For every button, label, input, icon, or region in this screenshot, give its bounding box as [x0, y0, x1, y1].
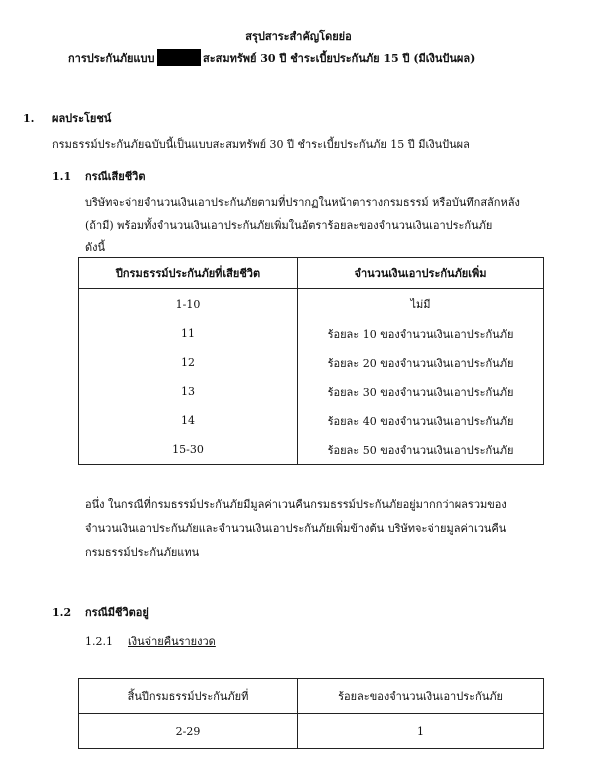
payout-header-year: สิ้นปีกรมธรรม์ประกันภัยที่: [79, 679, 298, 714]
table-header-row: [79, 258, 544, 289]
death-year-cell: 12: [79, 348, 298, 377]
death-amount-cell: ร้อยละ 50 ของจำนวนเงินเอาประกันภัย: [298, 435, 544, 465]
table-row: [79, 289, 544, 320]
table-row: [79, 377, 544, 406]
payout-header-percent: ร้อยละของจำนวนเงินเอาประกันภัย: [298, 679, 544, 714]
table-row: [79, 435, 544, 465]
death-amount-cell: ไม่มี: [298, 289, 544, 320]
payout-percent-cell: 1: [298, 714, 544, 749]
death-amount-cell: ร้อยละ 30 ของจำนวนเงินเอาประกันภัย: [298, 377, 544, 406]
table-row: [79, 406, 544, 435]
section-1-2-heading: กรณีมีชีวิตอยู่: [85, 606, 149, 619]
subtitle-right: สะสมทรัพย์ 30 ปี ชำระเบี้ยประกันภัย 15 ปี (มีเงินปันผล): [203, 52, 476, 65]
section-1-intro: กรมธรรม์ประกันภัยฉบับนี้เป็นแบบสะสมทรัพย์ 30 ปี ชำระเบี้ยประกันภัย 15 ปี มีเงินปันผล: [52, 138, 470, 151]
death-year-cell: 13: [79, 377, 298, 406]
section-1-1-para-line-1: บริษัทจะจ่ายจำนวนเงินเอาประกันภัยตามที่ปรากฏในหน้าตารางกรมธรรม์ หรือบันทึกสลักหลัง: [85, 196, 520, 209]
death-amount-cell: ร้อยละ 40 ของจำนวนเงินเอาประกันภัย: [298, 406, 544, 435]
section-1-1-number: 1.1: [52, 170, 72, 183]
note-line-1: อนึ่ง ในกรณีที่กรมธรรม์ประกันภัยมีมูลค่าเวนคืนกรมธรรม์ประกันภัยอยู่มากกว่าผลรวมของ: [85, 498, 507, 511]
redaction-bar: [157, 49, 201, 66]
subtitle-left: การประกันภัยแบบ: [68, 52, 155, 65]
table-header-amount: จำนวนเงินเอาประกันภัยเพิ่ม: [298, 258, 544, 289]
section-1-2-1-number: 1.2.1: [85, 635, 113, 648]
death-year-cell: 11: [79, 319, 298, 348]
death-year-cell: 14: [79, 406, 298, 435]
section-1-1-heading: กรณีเสียชีวิต: [85, 170, 146, 183]
section-1-2-number: 1.2: [52, 606, 72, 619]
section-1-1-para-line-3: ดังนี้: [85, 241, 106, 254]
payout-year-cell: 2-29: [79, 714, 298, 749]
payout-table-body: [79, 714, 544, 749]
section-1-number: 1.: [23, 112, 35, 125]
table-row: [79, 348, 544, 377]
section-1-heading: ผลประโยชน์: [52, 112, 112, 125]
death-benefit-table: [78, 257, 544, 465]
death-amount-cell: ร้อยละ 20 ของจำนวนเงินเอาประกันภัย: [298, 348, 544, 377]
table-header-year: ปีกรมธรรม์ประกันภัยที่เสียชีวิต: [79, 258, 298, 289]
document-title: สรุปสาระสำคัญโดยย่อ: [245, 30, 352, 43]
death-year-cell: 1-10: [79, 289, 298, 320]
table-row: [79, 319, 544, 348]
section-1-1-para-line-2: (ถ้ามี) พร้อมทั้งจำนวนเงินเอาประกันภัยเพิ่มในอัตราร้อยละของจำนวนเงินเอาประกันภัย: [85, 219, 493, 232]
note-line-3: กรมธรรม์ประกันภัยแทน: [85, 546, 200, 559]
table-row: [79, 714, 544, 749]
death-year-cell: 15-30: [79, 435, 298, 465]
section-1-2-1-heading: เงินจ่ายคืนรายงวด: [128, 635, 216, 648]
death-amount-cell: ร้อยละ 10 ของจำนวนเงินเอาประกันภัย: [298, 319, 544, 348]
note-line-2: จำนวนเงินเอาประกันภัยและจำนวนเงินเอาประกันภัยเพิ่มข้างต้น บริษัทจะจ่ายมูลค่าเวนคืน: [85, 522, 507, 535]
table-header-row: [79, 679, 544, 714]
death-table-body: [79, 289, 544, 465]
annual-payout-table: [78, 678, 544, 749]
